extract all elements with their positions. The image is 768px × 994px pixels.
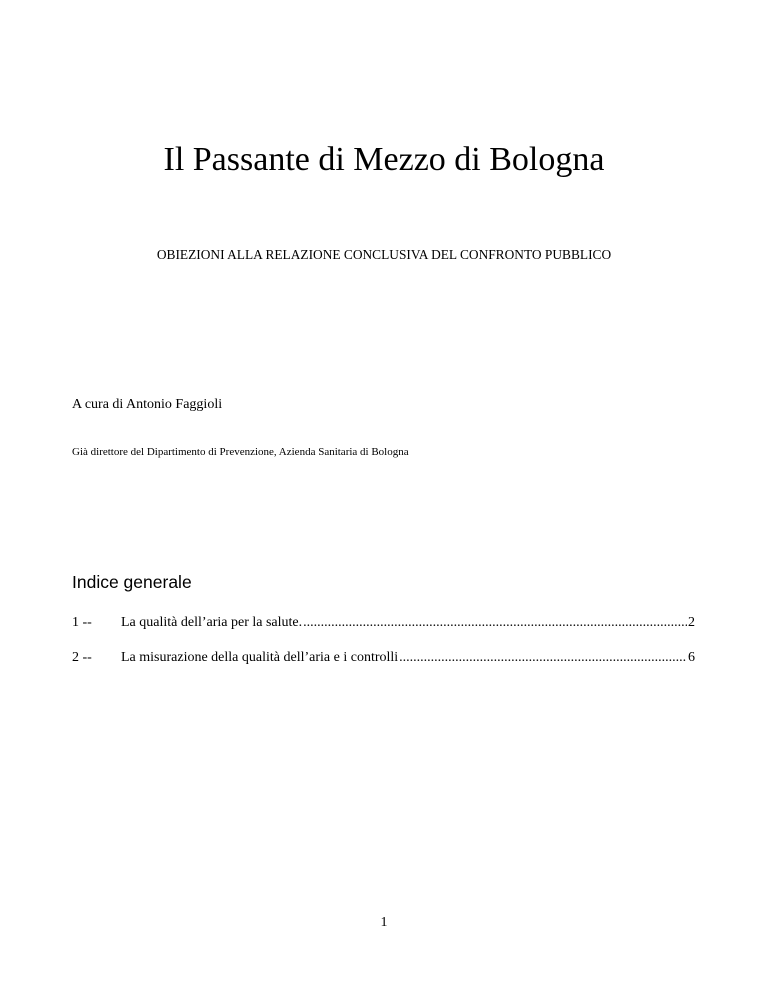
page-number: 1 xyxy=(380,915,388,930)
toc-entry-1[interactable] xyxy=(72,614,695,632)
table-of-contents xyxy=(72,614,695,684)
toc-entry-number: 2 -- xyxy=(72,650,92,665)
toc-entry-page[interactable]: 2 xyxy=(688,615,695,630)
toc-entry-title[interactable]: La misurazione della qualità dell’aria e i controlli xyxy=(121,650,399,665)
toc-entry-page[interactable]: 6 xyxy=(688,650,695,665)
toc-dot-leader xyxy=(303,614,687,632)
toc-dot-leader xyxy=(399,649,687,667)
toc-entry-number: 1 -- xyxy=(72,615,92,630)
toc-entry-2[interactable] xyxy=(72,649,695,667)
document-title: Il Passante di Mezzo di Bologna xyxy=(163,141,605,178)
author-affiliation: Già direttore del Dipartimento di Prevenzione, Azienda Sanitaria di Bologna xyxy=(72,446,409,458)
toc-entry-title[interactable]: La qualità dell’aria per la salute. xyxy=(121,615,303,630)
author-line: A cura di Antonio Faggioli xyxy=(72,397,223,412)
toc-heading: Indice generale xyxy=(72,572,192,592)
document-subtitle: OBIEZIONI ALLA RELAZIONE CONCLUSIVA DEL CONFRONTO PUBBLICO xyxy=(156,247,612,262)
